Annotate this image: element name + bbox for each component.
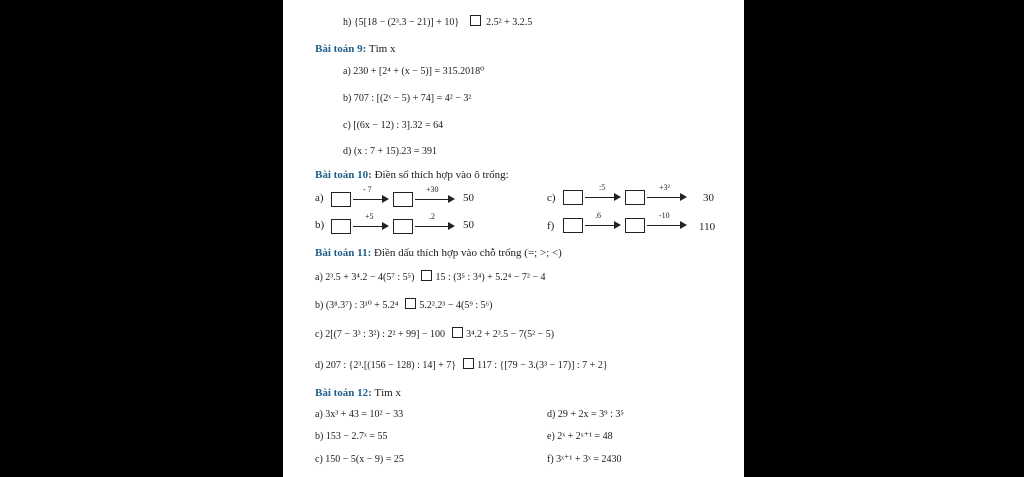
problem-10-title: Bài toán 10: <box>315 169 372 181</box>
item-a-right: 15 : (3⁵ : 3⁴) + 5.2⁴ − 7² − 4 <box>435 272 546 283</box>
item-a-left: a) 2³.5 + 3⁴.2 − 4(5⁷ : 5⁵) <box>315 272 415 283</box>
problem-11-item-a <box>315 270 546 283</box>
problem-9-item-b: b) 707 : [(2ˣ − 5) + 74] = 4² − 3² <box>343 93 472 104</box>
chain-f-box-2[interactable] <box>625 218 645 233</box>
problem-12-item-d: d) 29 + 2x = 3⁹ : 3⁵ <box>547 409 624 420</box>
chain-a-box-2[interactable] <box>393 192 413 207</box>
item-b-right: 5.2².2³ − 4(5⁹ : 5⁶) <box>419 300 493 311</box>
chain-f-result: 110 <box>699 221 716 233</box>
worksheet-page <box>283 0 744 477</box>
arrow-icon <box>647 190 687 200</box>
arrow-icon <box>353 192 389 202</box>
problem-11-heading <box>315 247 562 259</box>
chain-f-op-1: .6 <box>595 211 601 220</box>
item-d-left: d) 207 : {2³.[(156 − 128) : 14] + 7} <box>315 360 457 371</box>
problem-11-item-d <box>315 358 608 371</box>
chain-a-result: 50 <box>463 192 474 204</box>
problem-9-heading <box>315 43 395 55</box>
chain-c-box-2[interactable] <box>625 190 645 205</box>
blank-box[interactable] <box>452 327 463 338</box>
problem-12-item-f: f) 3ˣ⁺¹ + 3ˣ = 2430 <box>547 454 622 465</box>
chain-b-box-2[interactable] <box>393 219 413 234</box>
problem-12-item-e: e) 2ˣ + 2ˣ⁺¹ = 48 <box>547 431 613 442</box>
problem-11-item-c <box>315 327 554 340</box>
arrow-icon <box>415 219 455 229</box>
arrow-icon <box>585 218 621 228</box>
problem-9-item-d: d) (x : 7 + 15).23 = 391 <box>343 146 438 157</box>
chain-c-box-1[interactable] <box>563 190 583 205</box>
problem-10-instruction: Điền số thích hợp vào ô trống: <box>371 169 509 181</box>
item-h-right: 2.5² + 3.2.5 <box>486 17 533 28</box>
problem-9-item-c: c) [(6x − 12) : 3].32 = 64 <box>343 120 444 131</box>
chain-b-result: 50 <box>463 219 474 231</box>
chain-c-result: 30 <box>703 192 714 204</box>
item-c-right: 3⁴.2 + 2³.5 − 7(5² − 5) <box>466 329 555 340</box>
arrow-icon <box>647 218 687 228</box>
problem-12-title: Bài toán 12: <box>315 387 372 399</box>
problem-11-instruction: Điền dấu thích hợp vào chỗ trống (=; >; <) <box>371 247 562 259</box>
blank-box[interactable] <box>421 270 432 281</box>
problem-9-item-a: a) 230 + [2⁴ + (x − 5)] = 315.2018⁰ <box>343 66 485 77</box>
chain-c-op-2: +3² <box>659 183 670 192</box>
problem-11-item-b <box>315 298 492 311</box>
item-c-left: c) 2[(7 − 3³ : 3²) : 2² + 99] − 100 <box>315 329 446 340</box>
chain-a-label: a) <box>315 192 324 204</box>
chain-c-label: c) <box>547 192 556 204</box>
problem-9-instruction: Tìm x <box>366 43 396 55</box>
problem-9-title: Bài toán 9: <box>315 43 367 55</box>
problem-8-item-h <box>343 15 532 28</box>
chain-b-op-1: +5 <box>365 212 374 221</box>
problem-11-title: Bài toán 11: <box>315 247 372 259</box>
item-b-left: b) (3⁸.3⁷) : 3¹⁰ + 5.2⁴ <box>315 300 399 311</box>
problem-12-item-a: a) 3x³ + 43 = 10² − 33 <box>315 409 404 420</box>
problem-10-heading <box>315 169 509 181</box>
chain-f-box-1[interactable] <box>563 218 583 233</box>
item-h-left: h) {5[18 − (2³.3 − 21)] + 10} <box>343 17 460 28</box>
problem-12-item-b: b) 153 − 2.7ˣ = 55 <box>315 431 388 442</box>
arrow-icon <box>415 192 455 202</box>
chain-a-op-1: - 7 <box>363 185 372 194</box>
chain-b-label: b) <box>315 219 325 231</box>
arrow-icon <box>585 190 621 200</box>
arrow-icon <box>353 219 389 229</box>
chain-f-op-2: -10 <box>659 211 670 220</box>
problem-12-item-c: c) 150 − 5(x − 9) = 25 <box>315 454 404 465</box>
blank-box[interactable] <box>470 15 481 26</box>
chain-b-box-1[interactable] <box>331 219 351 234</box>
chain-a-op-2: +30 <box>426 185 439 194</box>
chain-f-label: f) <box>547 220 555 232</box>
blank-box[interactable] <box>463 358 474 369</box>
chain-c-op-1: :5 <box>599 183 606 192</box>
problem-12-heading <box>315 387 401 399</box>
item-d-right: 117 : {[79 − 3.(3³ − 17)] : 7 + 2} <box>477 360 608 371</box>
chain-b-op-2: .2 <box>429 212 435 221</box>
problem-12-instruction: Tìm x <box>371 387 401 399</box>
chain-a-box-1[interactable] <box>331 192 351 207</box>
blank-box[interactable] <box>405 298 416 309</box>
